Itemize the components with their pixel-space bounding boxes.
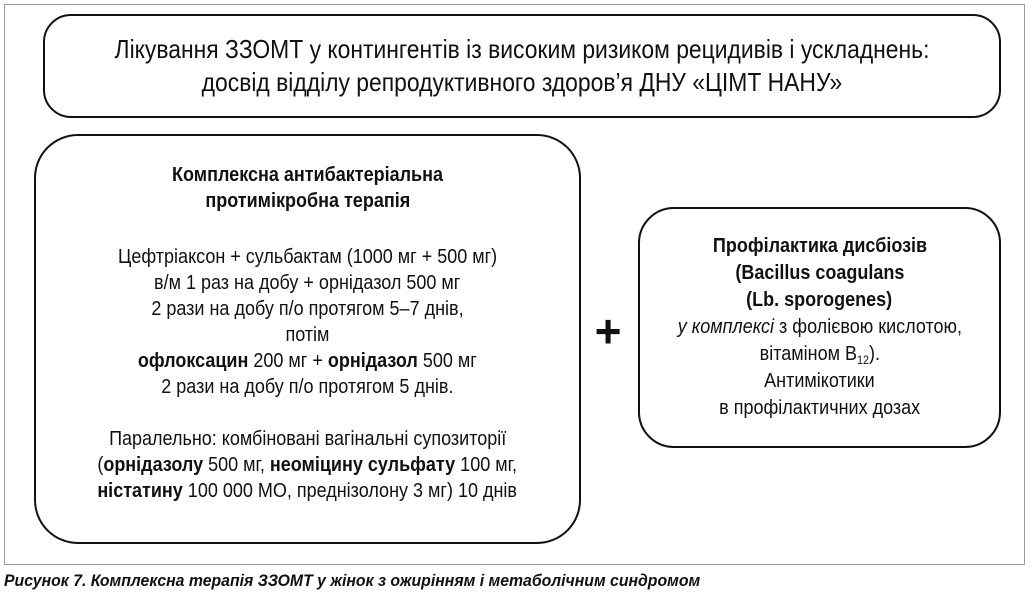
vitamin-text: вітаміном B xyxy=(759,343,857,365)
ornidazole-dose: 500 мг xyxy=(418,350,477,372)
right-line-3: Антимікотики xyxy=(764,370,875,392)
ofloxacin-dose: 200 мг + xyxy=(248,350,329,372)
right-line-2 xyxy=(759,341,879,368)
title-line-2: досвід відділу репродуктивного здоров’я ДНУ «ЦІМТ НАНУ» xyxy=(201,67,843,97)
parallel-line-1: Паралельно: комбіновані вагінальні супозиторії xyxy=(108,428,507,450)
right-line-1 xyxy=(677,314,961,341)
regimen-line-4: потім xyxy=(285,324,330,346)
diagram-title-box xyxy=(43,14,1001,118)
folic-acid-text: з фолієвою кислотою, xyxy=(773,316,962,338)
in-complex-term: у комплексі xyxy=(677,316,774,338)
nystatin-term: ністатину xyxy=(97,480,184,502)
left-heading-line-1: Комплексна антибактеріальна xyxy=(172,164,443,186)
right-line-4: в профілактичних дозах xyxy=(719,397,920,419)
paren-open: ( xyxy=(97,454,104,476)
regimen-line-3: 2 рази на добу п/о протягом 5–7 днів, xyxy=(151,298,464,320)
ofloxacin-term: офлоксацин xyxy=(138,350,249,372)
title-line-1: Лікування ЗЗОМТ у контингентів із високим ризиком рецидивів і ускладнень: xyxy=(114,34,930,64)
neomycin-dose: 100 мг, xyxy=(455,454,518,476)
vitamin-subscript: 12 xyxy=(856,353,869,367)
antibacterial-therapy-box xyxy=(34,134,581,544)
vitamin-close: ). xyxy=(868,343,880,365)
nystatin-dose: 100 000 МО, преднізолону 3 мг) 10 днів xyxy=(183,480,518,502)
plus-operator: + xyxy=(594,305,622,357)
parallel-line-3 xyxy=(98,478,518,504)
regimen-line-2: в/м 1 раз на добу + орнідазол 500 мг xyxy=(154,272,461,294)
parallel-line-2 xyxy=(98,452,518,478)
right-heading-line-3: (Lb. sporogenes) xyxy=(746,289,893,311)
ornidazole-term: орнідазол xyxy=(328,350,419,372)
regimen-line-6: 2 рази на добу п/о протягом 5 днів. xyxy=(161,376,454,398)
regimen-line-5 xyxy=(138,348,477,374)
neomycin-term: неоміцину сульфату xyxy=(270,454,456,476)
left-heading-line-2: протимікробна терапія xyxy=(205,190,410,212)
ornidazole-suppository-dose: 500 мг, xyxy=(203,454,271,476)
right-heading-line-2: (Bacillus coagulans xyxy=(734,262,905,284)
figure-caption: Рисунок 7. Комплексна терапія ЗЗОМТ у жінок з ожирінням і метаболічним синдромом xyxy=(4,571,701,590)
regimen-line-1: Цефтріаксон + сульбактам (1000 мг + 500 мг) xyxy=(117,246,498,268)
right-heading-line-1: Профілактика дисбіозів xyxy=(712,235,927,257)
dysbiosis-prophylaxis-box xyxy=(638,207,1001,448)
ornidazole-suppository-term: орнідазолу xyxy=(103,454,204,476)
